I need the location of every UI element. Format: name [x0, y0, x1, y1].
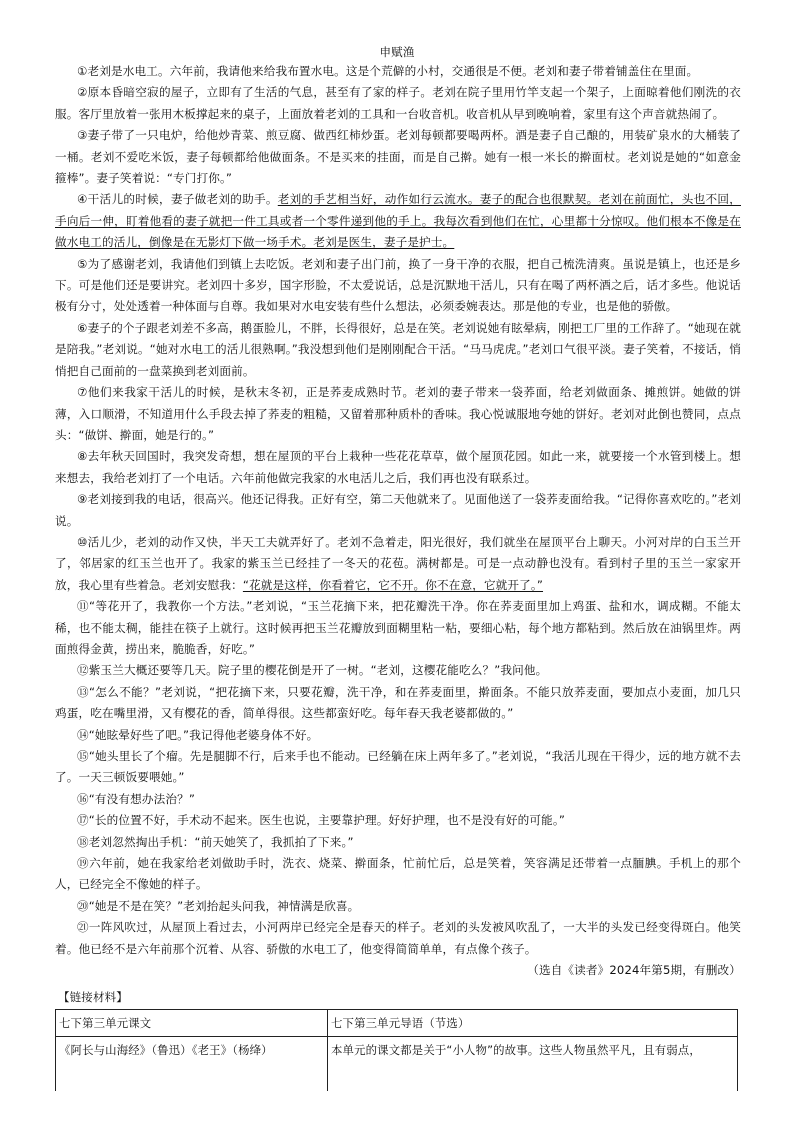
paragraph-text: ⑫紫玉兰大概还要等几天。院子里的樱花倒是开了一树。“老刘，这樱花能吃么？”我问他。	[77, 663, 548, 678]
paragraph-6	[55, 318, 741, 382]
source-citation: （选自《读者》2024年第5期，有删改）	[527, 963, 741, 978]
link-materials-table	[55, 1009, 738, 1091]
paragraph-text: ⑦他们来我家干活儿的时候，是秋末冬初，正是荞麦成熟时节。老刘的妻子带来一袋荞面，给老刘做面条、摊煎饼。她做的饼薄，入口顺滑，不知道用什么手段去掉了荞麦的粗糙，又留着那种质朴的香味。我心悦诚服地夸她的饼好。老刘对此倒也赞同，点点头：“做饼、擀面，她是行的。”	[55, 385, 741, 442]
paragraph-20	[55, 896, 741, 917]
table-cell-right-body: 本单元的课文都是关于“小人物”的故事。这些人物虽然平凡，且有弱点，	[328, 1037, 738, 1091]
paragraph-text: ⑪“等花开了，我教你一个方法。”老刘说，“玉兰花摘下来，把花瓣洗干净。你在荞麦面里加上鸡蛋、盐和水，调成糊。不能太稀，也不能太稠，能挂在筷子上就行。这时候再把玉兰花瓣放到面糊里粘一粘，要细心粘，每个地方都粘到。然后放在油锅里炸。两面煎得金黄，捞出来，脆脆香，好吃。”	[55, 599, 741, 656]
paragraph-text: ③妻子带了一只电炉，给他炒青菜、煎豆腐、做西红柿炒蛋。老刘每顿都要喝两杯。酒是妻子自己酿的，用装矿泉水的大桶装了一桶。老刘不爱吃米饭，妻子每顿都给他做面条。不是买来的挂面，而是自己擀。她有一根一米长的擀面杖。老刘说是她的“如意金箍棒”。妻子笑着说：“专门打你。”	[55, 128, 741, 186]
paragraph-text: ②原本昏暗空寂的屋子，立即有了生活的气息，甚至有了家的样子。老刘在院子里用竹竿支起一个架子，上面晾着他们刚洗的衣服。客厅里放着一张用木板撑起来的桌子，上面放着老刘的工具和一台收音机。收音机从早到晚响着，家里有这个声音就热闹了。	[55, 85, 741, 121]
underlined-sentence: “花就是这样，你看着它，它不开。你不在意，它就开了。”	[242, 577, 544, 592]
paragraph-4	[55, 189, 741, 253]
paragraph-15	[55, 746, 741, 789]
paragraph-5	[55, 254, 741, 318]
link-section-title: 【链接材料】	[58, 990, 128, 1004]
table-cell-left-title: 七下第三单元课文	[56, 1010, 328, 1037]
paragraph-18	[55, 832, 741, 853]
paragraph-text: ⑯“有没有想办法治？”	[77, 791, 196, 806]
paragraph-9	[55, 489, 741, 532]
table-cell-left-body: 《阿长与山海经》（鲁迅）《老王》（杨绛）	[56, 1037, 328, 1091]
paragraph-text: ④干活儿的时候，妻子做老刘的助手。	[77, 192, 278, 207]
paragraph-1	[55, 61, 741, 82]
underlined-sentence: 老刘的手艺相当好，动作如行云流水。妻子的配合也很默契。老刘在前面忙，头也不回，手向后一伸，盯着他看的妻子就把一件工具或者一个零件递到他的手上。我每次看到他们在忙，心里都十分惊叹。他们根本不像是在做水电工的活儿，倒像是在无影灯下做一场手术。老刘是医生，妻子是护士。	[55, 192, 741, 250]
paragraph-text: ⑲六年前，她在我家给老刘做助手时，洗衣、烧菜、擀面条，忙前忙后，总是笑着，笑容满足还带着一点腼腆。手机上的那个人，已经完全不像她的样子。	[55, 856, 741, 892]
article-body	[55, 61, 741, 981]
paragraph-12	[55, 660, 741, 681]
paragraph-text: ⑨老刘接到我的电话，很高兴。他还记得我。正好有空，第二天他就来了。见面他送了一袋荞麦面给我。“记得你喜欢吃的。”老刘说。	[55, 492, 741, 528]
paragraph-7	[55, 382, 741, 446]
table-row	[56, 1037, 738, 1091]
paragraph-text: ⑩活儿少，老刘的动作又快，半天工夫就弄好了。老刘不急着走，阳光很好，我们就坐在屋顶平台上聊天。小河对岸的白玉兰开了，邻居家的红玉兰也开了。我家的紫玉兰已经挂了一冬天的花苞。满树都是。可是一点动静也没有。看到村子里的玉兰一家家开放，我心里有些着急。老刘安慰我：	[55, 534, 741, 592]
paragraph-3	[55, 125, 741, 189]
author-name: 申赋渔	[379, 45, 415, 59]
table-cell-right-title: 七下第三单元导语（节选）	[328, 1010, 738, 1037]
paragraph-text: ⑭“她眩晕好些了吧。”我记得他老婆身体不好。	[77, 727, 319, 742]
paragraph-11	[55, 596, 741, 660]
paragraph-14	[55, 725, 741, 746]
paragraph-21	[55, 917, 741, 960]
paragraph-text: ①老刘是水电工。六年前，我请他来给我布置水电。这是个荒僻的小村，交通很是不便。老刘和妻子带着铺盖住在里面。	[77, 64, 699, 78]
paragraph-text: ㉑一阵风吹过，从屋顶上看过去，小河两岸已经完全是春天的样子。老刘的头发被风吹乱了，一大半的头发已经变得斑白。他笑着。他已经不是六年前那个沉着、从容、骄傲的水电工了，他变得简简单单，有点像个孩子。	[55, 920, 741, 956]
paragraph-text: ⑰“长的位置不好，手术动不起来。医生也说，主要靠护理。好好护理，也不是没有好的可能。”	[77, 813, 566, 828]
paragraph-17	[55, 810, 741, 831]
paragraph-text: ⑤为了感谢老刘，我请他们到镇上去吃饭。老刘和妻子出门前，换了一身干净的衣服，把自己梳洗清爽。虽说是镇上，也还是乡下。可是他们还是要讲究。老刘四十多岁，国字形脸，不太爱说话，总是沉默地干活儿，只有在喝了两杯酒之后，话才多些。他说话极有分寸，处处透着一种体面与自尊。我如果对水电安装有些什么想法，必须委婉表达。那是他的专业，也是他的骄傲。	[55, 256, 741, 314]
paragraph-text: ⑬“怎么不能？”老刘说，“把花摘下来，只要花瓣，洗干净，和在荞麦面里，擀面条。不能只放荞麦面，要加点小麦面，加几只鸡蛋，吃在嘴里滑，又有樱花的香，简单得很。这些都蛮好吃。每年春天我老婆都做的。”	[55, 684, 741, 721]
paragraph-16	[55, 789, 741, 810]
paragraph-19	[55, 853, 741, 896]
paragraph-text: ⑱老刘忽然掏出手机：“前天她笑了，我抓拍了下来。”	[77, 834, 354, 849]
paragraph-text: ⑮“她头里长了个瘤。先是腿脚不行，后来手也不能动。已经躺在床上两年多了。”老刘说，“我活儿现在干得少，远的地方就不去了。一天三顿饭要喂她。”	[55, 749, 741, 785]
paragraph-text: ⑧去年秋天回国时，我突发奇想，想在屋顶的平台上栽种一些花花草草，做个屋顶花园。如此一来，就要接一个水管到楼上。想来想去，我给老刘打了一个电话。六年前他做完我家的水电活儿之后，我们再也没有联系过。	[55, 449, 741, 485]
table-row	[56, 1010, 738, 1037]
paragraph-8	[55, 446, 741, 489]
paragraph-2	[55, 82, 741, 125]
paragraph-13	[55, 682, 741, 725]
paragraph-text: ⑳“她是不是在笑？”老刘抬起头问我，神情满是欣喜。	[77, 898, 360, 913]
paragraph-10	[55, 532, 741, 596]
paragraph-text: ⑥妻子的个子跟老刘差不多高，鹅蛋脸儿，不胖，长得很好，总是在笑。老刘说她有眩晕病，刚把工厂里的工作辞了。“她现在就是陪我。”老刘说。“她对水电工的活儿很熟啊。”我没想到他们是刚刚配合干活。“马马虎虎。”老刘口气很平淡。妻子笑着，不接话，悄悄把自己面前的一盘菜换到老刘面前。	[55, 320, 741, 378]
